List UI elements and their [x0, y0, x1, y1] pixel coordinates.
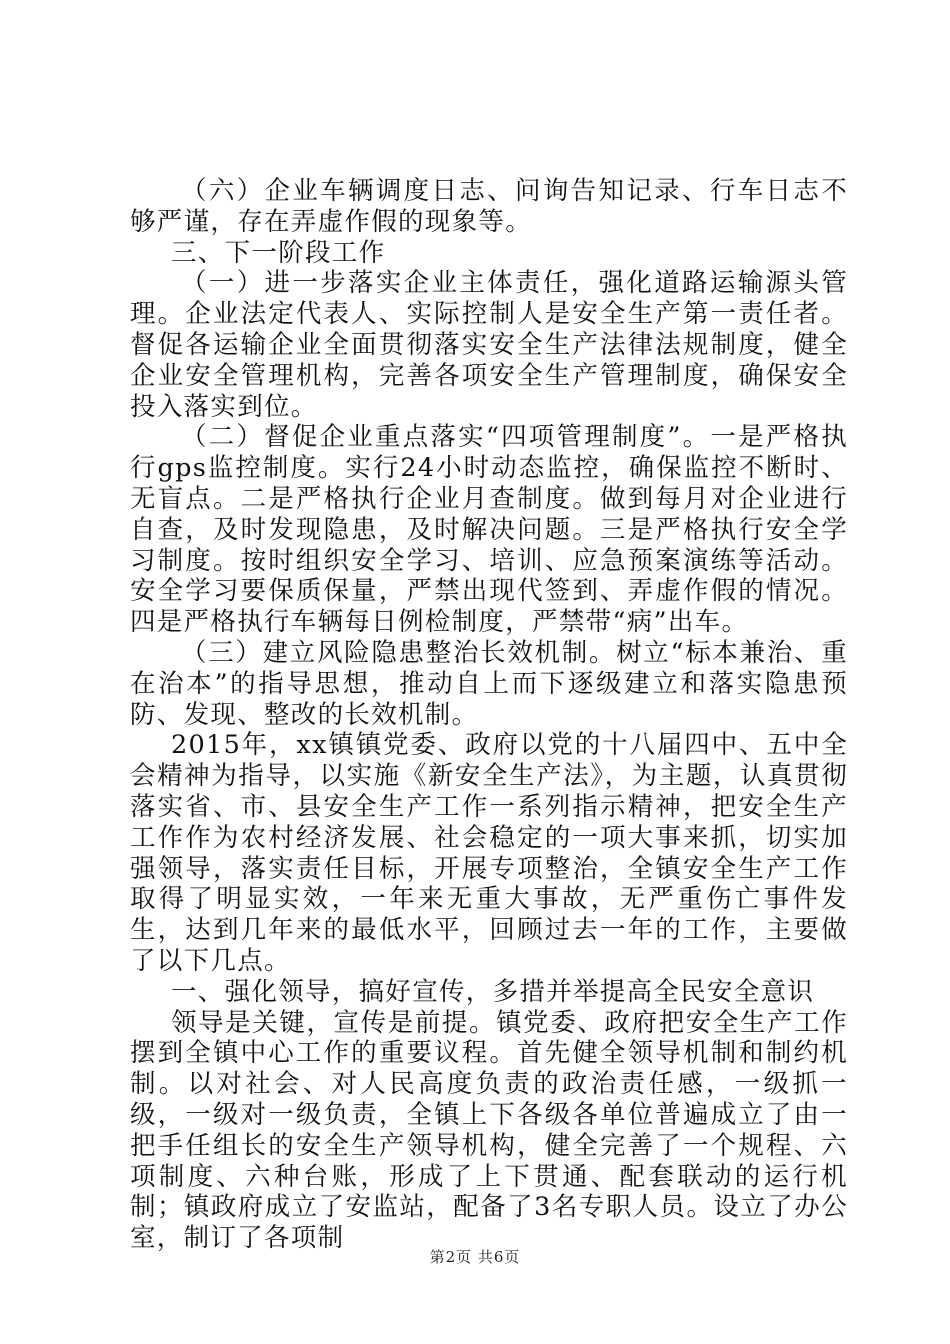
paragraph-2015-summary: 2015年，xx镇镇党委、政府以党的十八届四中、五中全会精神为指导，以实施《新安全生产法》，为主题，认真贯彻落实省、市、县安全生产工作一系列指示精神，把安全生产工作作为农村经济发展、社会稳定的一项大事来抓，切实加强领导，落实责任目标，开展专项整治，全镇安全生产工作取得了明显实效，一年来无重大事故，无严重伤亡事件发生，达到几年来的最低水平，回顾过去一年的工作，主要做了以下几点。: [130, 730, 848, 976]
paragraph-item-one: （一）进一步落实企业主体责任，强化道路运输源头管理。企业法定代表人、实际控制人是安全生产第一责任者。督促各运输企业全面贯彻落实安全生产法律法规制度，健全企业安全管理机构，完善各项安全生产管理制度，确保安全投入落实到位。: [130, 268, 848, 422]
paragraph-item-six: （六）企业车辆调度日志、问询告知记录、行车日志不够严谨，存在弄虚作假的现象等。: [130, 176, 848, 237]
page-number-footer: 第2页 共6页: [429, 1248, 521, 1266]
paragraph-item-two: （二）督促企业重点落实“四项管理制度”。一是严格执行gps监控制度。实行24小时动态监控，确保监控不断时、无盲点。二是严格执行企业月查制度。做到每月对企业进行自查，及时发现隐患，及时解决问题。三是严格执行安全学习制度。按时组织安全学习、培训、应急预案演练等活动。安全学习要保质保量，严禁出现代签到、弄虚作假的情况。四是严格执行车辆每日例检制度，严禁带“病”出车。: [130, 422, 848, 638]
paragraph-leadership: 领导是关键，宣传是前提。镇党委、政府把安全生产工作摆到全镇中心工作的重要议程。首先健全领导机制和制约机制。以对社会、对人民高度负责的政治责任感，一级抓一级，一级对一级负责，全镇上下各级各单位普遍成立了由一把手任组长的安全生产领导机构，健全完善了一个规程、六项制度、六种台账，形成了上下贯通、配套联动的运行机制；镇政府成立了安监站，配备了3名专职人员。设立了办公室，制订了各项制: [130, 1007, 848, 1254]
paragraph-item-three: （三）建立风险隐患整治长效机制。树立“标本兼治、重在治本”的指导思想，推动自上而下逐级建立和落实隐患预防、发现、整改的长效机制。: [130, 637, 848, 730]
section-heading-one: 一、强化领导，搞好宣传，多措并举提高全民安全意识: [171, 976, 815, 1007]
section-heading-three: 三、下一阶段工作: [171, 237, 386, 268]
document-body: [130, 176, 848, 1254]
